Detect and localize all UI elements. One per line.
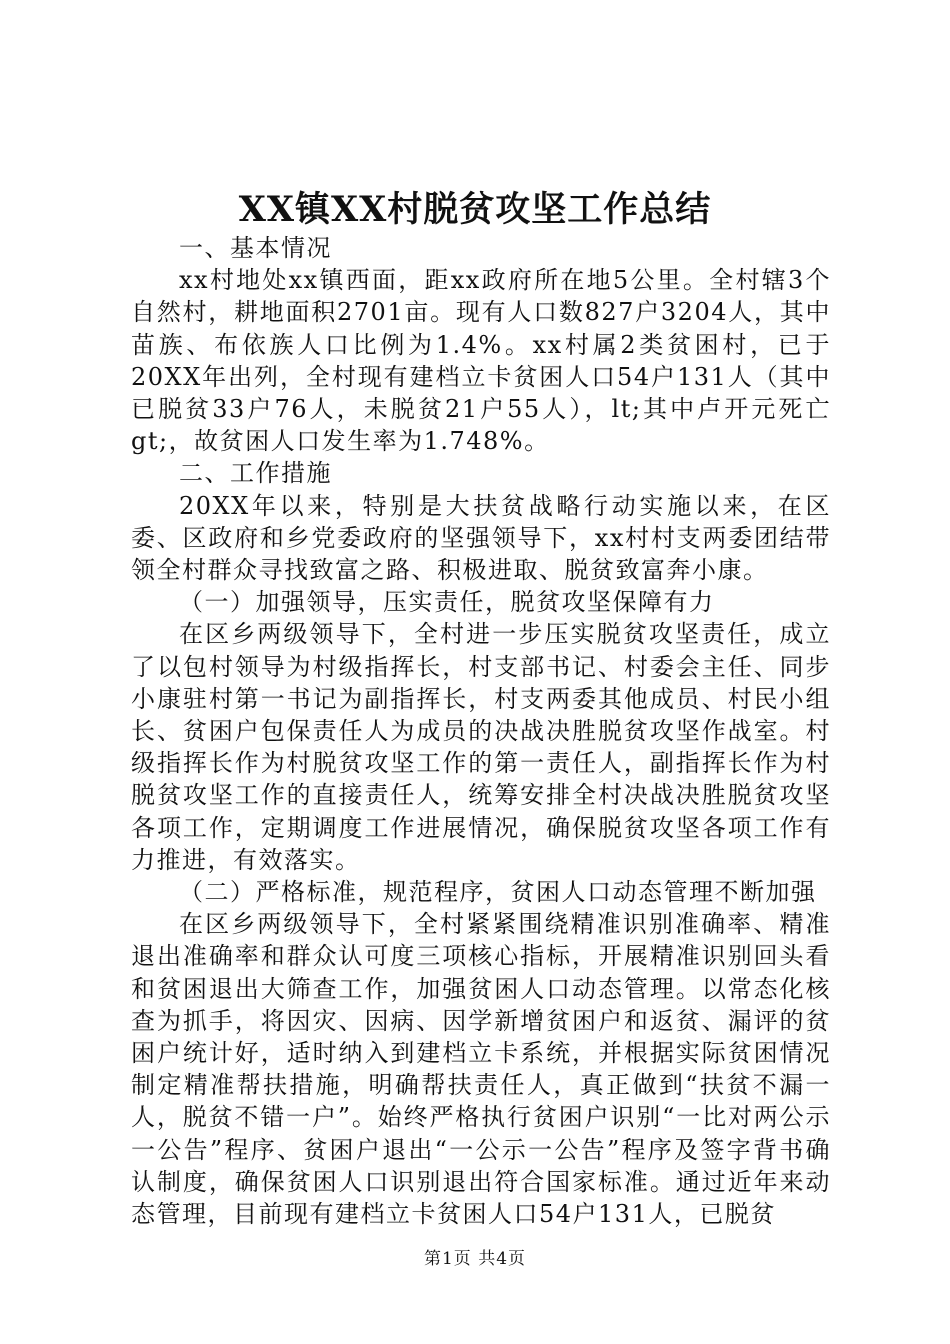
- paragraph-leadership: 在区乡两级领导下，全村进一步压实脱贫攻坚责任，成立了以包村领导为村级指挥长，村支部书记、村委会主任、同步小康驻村第一书记为副指挥长，村支两委其他成员、村民小组长、贫困户包保责任人为成员的决战决胜脱贫攻坚作战室。村级指挥长作为村脱贫攻坚工作的第一责任人，副指挥长作为村脱贫攻坚工作的直接责任人，统筹安排全村决战决胜脱贫攻坚各项工作，定期调度工作进展情况，确保脱贫攻坚各项工作有力推进，有效落实。: [131, 620, 831, 874]
- section-heading-measures: 二、工作措施: [179, 459, 332, 488]
- subsection-heading-leadership: （一）加强领导，压实责任，脱贫攻坚保障有力: [179, 588, 715, 617]
- section-heading-basic-info: 一、基本情况: [179, 234, 332, 262]
- subsection-heading-standards: （二）严格标准，规范程序，贫困人口动态管理不断加强: [179, 878, 817, 907]
- paragraph-basic-info: xx村地处xx镇西面，距xx政府所在地5公里。全村辖3个自然村，耕地面积2701亩。现有人口数827户3204人，其中苗族、布依族人口比例为1.4%。xx村属2类贫困村，已于20XX年出列，全村现有建档立卡贫困人口54户131人（其中已脱贫33户76人，未脱贫21户55人），lt;其中卢开元死亡gt;，故贫困人口发生率为1.748%。: [131, 266, 831, 456]
- page-footer: 第1页 共4页: [423, 1249, 527, 1269]
- document-body: [131, 232, 831, 1230]
- paragraph-measures-intro: 20XX年以来，特别是大扶贫战略行动实施以来，在区委、区政府和乡党委政府的坚强领导下，xx村村支两委团结带领全村群众寻找致富之路、积极进取、脱贫致富奔小康。: [131, 491, 831, 585]
- paragraph-standards: 在区乡两级领导下，全村紧紧围绕精准识别准确率、精准退出准确率和群众认可度三项核心指标，开展精准识别回头看和贫困退出大筛查工作，加强贫困人口动态管理。以常态化核查为抓手，将因灾、因病、因学新增贫困户和返贫、漏评的贫困户统计好，适时纳入到建档立卡系统，并根据实际贫困情况制定精准帮扶措施，明确帮扶责任人，真正做到“扶贫不漏一人，脱贫不错一户”。始终严格执行贫困户识别“一比对两公示一公告”程序、贫困户退出“一公示一公告”程序及签字背书确认制度，确保贫困人口识别退出符合国家标准。通过近年来动态管理，目前现有建档立卡贫困人口54户131人，已脱贫: [131, 910, 831, 1229]
- document-title: XX镇XX村脱贫攻坚工作总结: [238, 189, 712, 230]
